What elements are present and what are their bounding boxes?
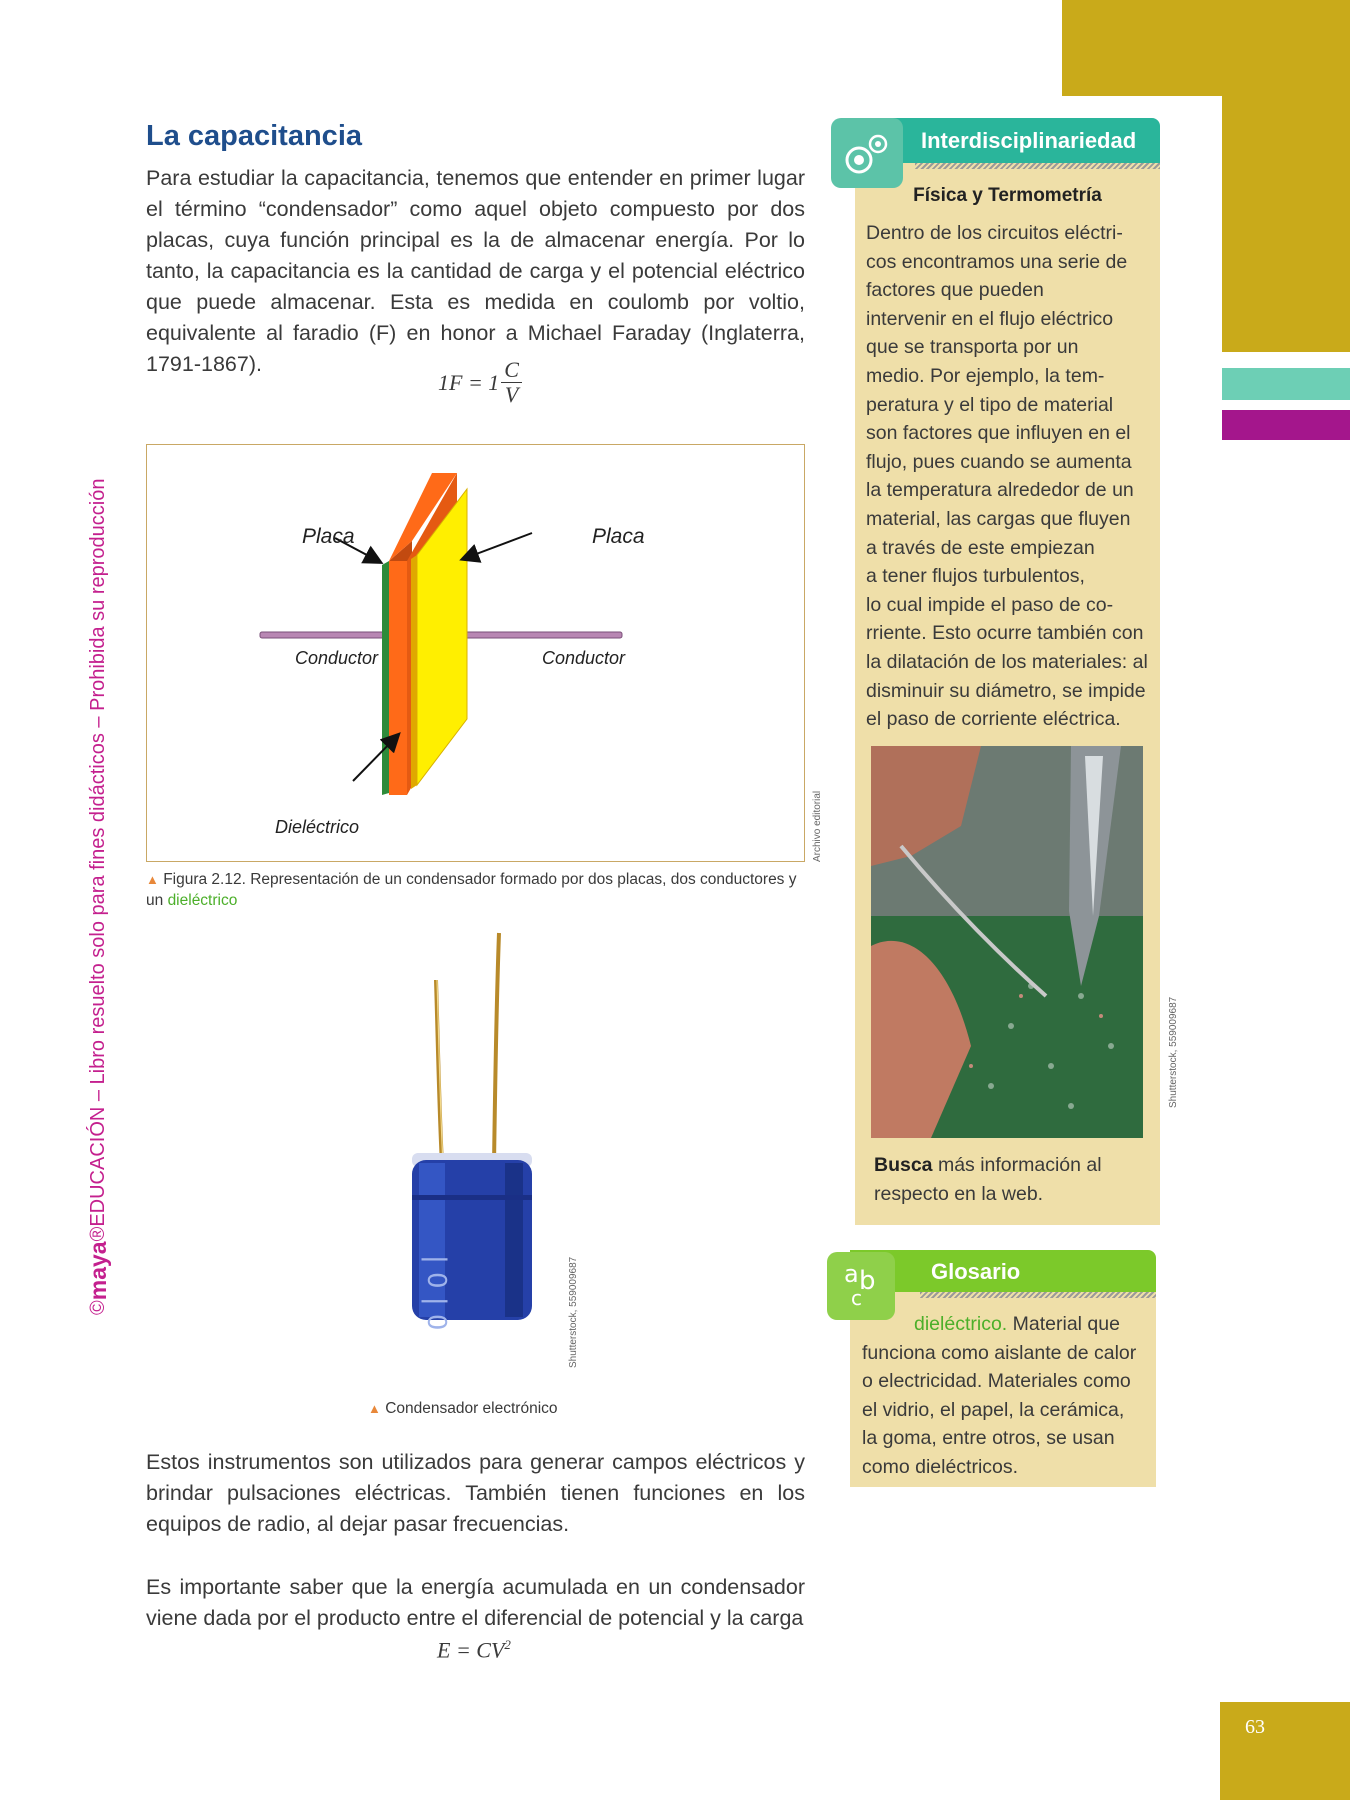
copyright-symbol: © [86, 1300, 109, 1315]
page-number-box [1220, 1702, 1350, 1800]
header-stripe [915, 163, 1160, 169]
energy-formula-exponent: 2 [504, 1637, 511, 1652]
text-line: funciona como aislante de calor [862, 1341, 1137, 1364]
label-conductor-right: Conductor [542, 648, 626, 668]
copyright-notice [80, 455, 116, 1315]
text-line: flujo, pues cuando se aumenta [866, 450, 1132, 473]
edge-band-gold [1222, 96, 1350, 352]
text-line: peratura y el tipo de material [866, 393, 1114, 416]
interdisciplinary-title: Interdisciplinariedad [921, 128, 1137, 153]
text-line: intervenir en el flujo eléctrico [866, 307, 1114, 330]
capacitor-photo-credit: Shutterstock, 559009687 [568, 1256, 579, 1368]
glossary-icon-c: c [851, 1286, 862, 1310]
electronic-capacitor-image [395, 925, 555, 1395]
glossary-term: dieléctrico. [914, 1313, 1008, 1335]
text-line: como dieléctricos. [862, 1455, 1019, 1478]
soldering-photo [871, 746, 1143, 1138]
interdisciplinary-subtitle: Física y Termometría [913, 185, 1102, 206]
soldering-photo-credit: Shutterstock, 559009687 [1168, 996, 1179, 1108]
text-line: Dentro de los circuitos eléctri- [866, 222, 1123, 244]
capacitor-illustration [147, 445, 803, 860]
label-dielectric: Dieléctrico [275, 817, 360, 837]
svg-text:| 0 | 0: | 0 | 0 [421, 1255, 451, 1331]
label-plate-left: Placa [302, 525, 355, 548]
caption-term: dieléctrico [167, 892, 238, 909]
text-line: material, las cargas que fluyen [866, 507, 1131, 530]
figure-credit: Archivo editorial [812, 790, 823, 862]
search-line2: respecto en la web. [874, 1182, 1044, 1205]
formula-left: 1F = 1 [438, 369, 500, 395]
header-stripe [920, 1292, 1156, 1298]
energy-formula [437, 1637, 511, 1663]
glossary-header [850, 1250, 1156, 1292]
capacitor-caption-text: Condensador electrónico [385, 1400, 558, 1417]
figure-caption [146, 869, 805, 911]
edge-band-teal [1222, 368, 1350, 400]
label-conductor-left: Conductor [295, 648, 379, 668]
text-line: la temperatura alrededor de un [866, 479, 1134, 502]
capacitor-diagram [146, 444, 805, 862]
text-line: el vidrio, el papel, la cerámica, [862, 1398, 1125, 1421]
glossary-icon-b: b [859, 1266, 876, 1296]
text-line: la dilatación de los materiales: al [866, 650, 1148, 673]
text-line: a través de este empiezan [866, 536, 1095, 559]
glossary-icon-a: a [844, 1260, 859, 1288]
capacitance-formula [438, 358, 522, 407]
energy-formula-text: E = CV [437, 1637, 505, 1663]
caption-triangle-icon: ▲ [368, 1401, 381, 1416]
intro-paragraph: Para estudiar la capacitancia, tenemos que entender en primer lugar el término “condensador” como aquel objeto compuesto por dos placas, cuya función principal es la de almacenar energía. Por lo tanto, la capacitancia es la cantidad de carga y el potencial eléctrico que puede almacenar. Esta es medida en coulomb por voltio, equivalente al faradio (F) en honor a Michael Faraday (Inglaterra, 1791-1867). [146, 166, 805, 376]
text-line: a tener flujos turbulentos, [866, 565, 1085, 588]
caption-triangle-icon: ▲ [146, 872, 159, 887]
page-number: 63 [1245, 1716, 1265, 1738]
interdisciplinary-icon [831, 118, 903, 188]
brand-name: maya [84, 1241, 111, 1301]
edge-band-magenta [1222, 410, 1350, 440]
glossary-def-first: Material que [1007, 1313, 1120, 1335]
text-line: medio. Por ejemplo, la tem- [866, 364, 1105, 387]
text-line: cos encontramos una serie de [866, 250, 1128, 273]
paragraph-instruments: Estos instrumentos son utilizados para generar campos eléctricos y brindar pulsaciones eléctricas. También tienen funciones en los equipos de radio, al dejar pasar frecuencias. [146, 1450, 805, 1536]
text-line: el paso de corriente eléctrica. [866, 708, 1121, 731]
text-line: que se transporta por un [866, 336, 1079, 359]
capacitor-caption [368, 1398, 558, 1419]
interdisciplinary-text [866, 219, 1156, 734]
search-rest: más información al [932, 1154, 1102, 1176]
text-line: rriente. Esto ocurre también con [866, 622, 1144, 645]
section-title: La capacitancia [146, 120, 362, 152]
text-line: lo cual impide el paso de co- [866, 593, 1114, 616]
formula-denominator: V [504, 382, 519, 407]
notice-text: ®EDUCACIÓN – Libro resuelto solo para fines didácticos – Prohibida su reproducción [86, 478, 109, 1242]
glossary-definition [862, 1310, 1154, 1482]
text-line: disminuir su diámetro, se impide [866, 679, 1146, 702]
text-line: la goma, entre otros, se usan [862, 1427, 1115, 1450]
glossary-title: Glosario [931, 1259, 1021, 1284]
formula-numerator: C [501, 358, 522, 383]
text-line: factores que pueden [866, 279, 1044, 302]
paragraph-energy: Es importante saber que la energía acumulada en un condensador viene dada por el producto entre el diferencial de potencial y la carga [146, 1575, 805, 1630]
corner-decoration [1062, 0, 1350, 96]
search-bold: Busca [874, 1154, 933, 1176]
text-line: son factores que influyen en el [866, 422, 1131, 445]
text-line: o electricidad. Materiales como [862, 1370, 1131, 1393]
search-prompt [874, 1151, 1154, 1208]
label-plate-right: Placa [592, 525, 645, 548]
caption-text: Figura 2.12. Representación de un condensador formado por dos placas, dos conductores y un [146, 871, 797, 909]
